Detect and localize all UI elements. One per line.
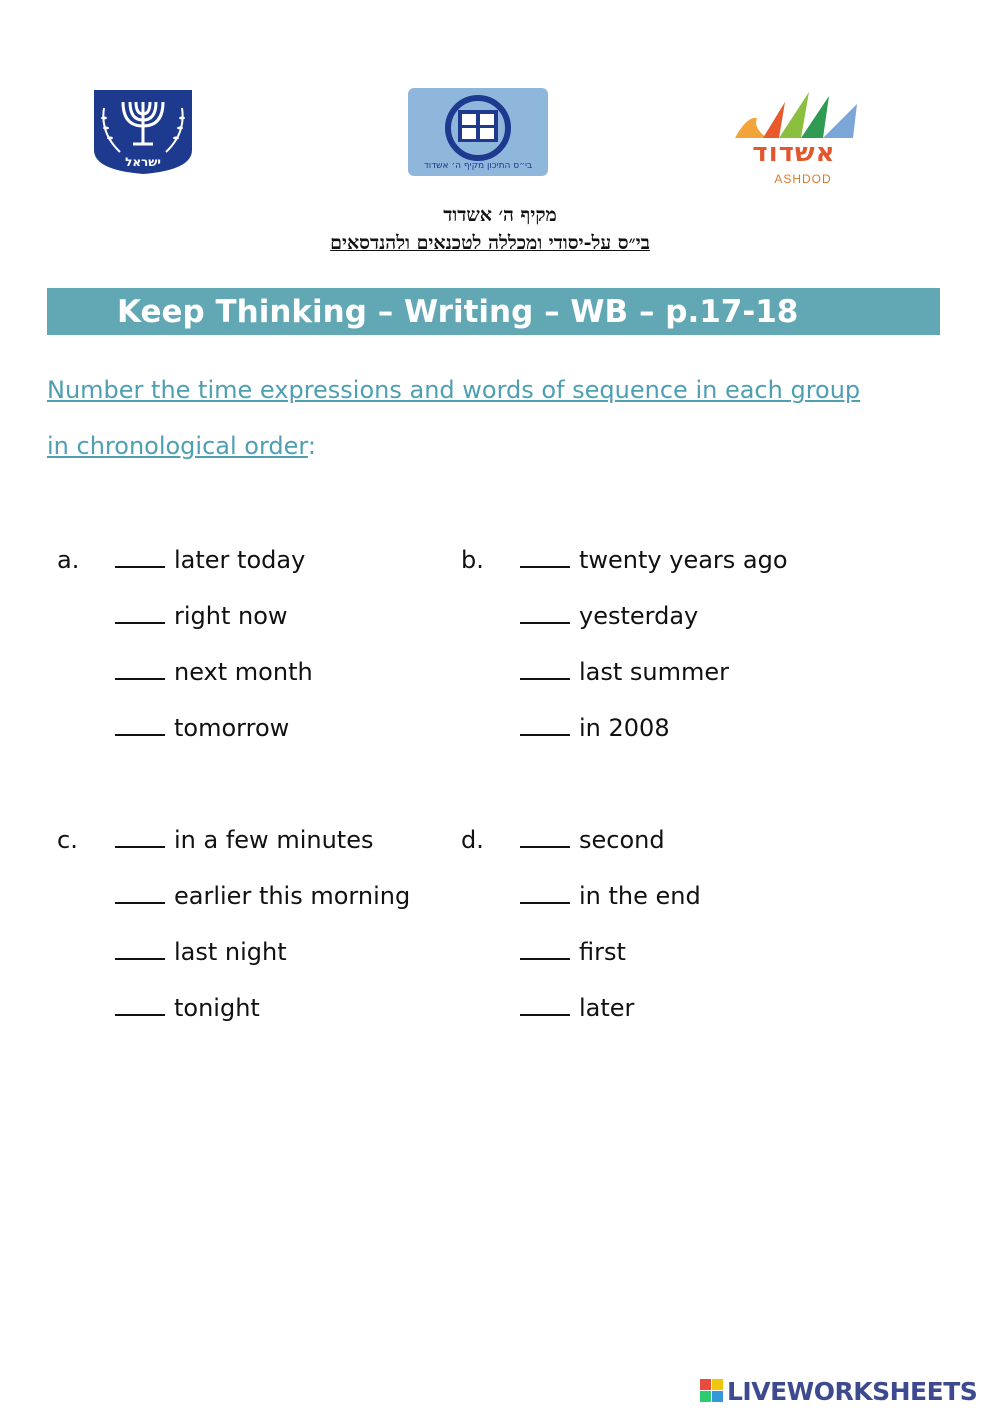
group-a-item-4: tomorrow [115, 714, 289, 742]
group-d-item-1: second [520, 826, 665, 854]
liveworksheets-logo-icon [700, 1379, 724, 1403]
answer-blank[interactable] [520, 994, 570, 1016]
answer-blank[interactable] [520, 658, 570, 680]
answer-blank[interactable] [115, 714, 165, 736]
group-c-letter: c. [57, 826, 78, 854]
answer-blank[interactable] [115, 994, 165, 1016]
instruction-text-2: in chronological order [47, 432, 308, 460]
group-a-letter: a. [57, 546, 80, 574]
group-d-item-3: first [520, 938, 626, 966]
ashdod-city-logo [727, 88, 861, 188]
liveworksheets-brand [700, 1376, 977, 1406]
instruction-text-1: Number the time expressions and words of sequence in each group [47, 376, 861, 404]
group-b-letter: b. [461, 546, 484, 574]
group-c-item-3: last night [115, 938, 287, 966]
title-banner [47, 288, 940, 335]
answer-blank[interactable] [520, 546, 570, 568]
city-logo-english: ASHDOD [774, 172, 832, 186]
brand-text: LIVEWORKSHEETS [727, 1376, 978, 1406]
group-c-item-1: in a few minutes [115, 826, 373, 854]
answer-blank[interactable] [115, 938, 165, 960]
school-name: מקיף ה׳ אשדוד [443, 204, 557, 226]
instruction-line-1 [47, 376, 860, 404]
israel-emblem-logo [90, 88, 196, 176]
answer-blank[interactable] [520, 826, 570, 848]
answer-blank[interactable] [115, 882, 165, 904]
group-c-item-2: earlier this morning [115, 882, 410, 910]
school-logo [408, 88, 548, 176]
school-logo-label: בי״ס התיכון מקיף ה׳ אשדוד [423, 161, 533, 171]
answer-blank[interactable] [520, 938, 570, 960]
instruction-line-2 [47, 432, 316, 460]
group-a-item-1: later today [115, 546, 305, 574]
city-logo-hebrew: אשדוד [752, 138, 836, 168]
answer-blank[interactable] [520, 602, 570, 624]
group-d-item-4: later [520, 994, 634, 1022]
answer-blank[interactable] [115, 658, 165, 680]
group-a-item-2: right now [115, 602, 288, 630]
group-a-item-3: next month [115, 658, 313, 686]
school-subtitle: בי״ס על-יסודי ומכללה לטכנאים ולהנדסאים [330, 232, 650, 254]
group-b-item-3: last summer [520, 658, 729, 686]
page-title: Keep Thinking – Writing – WB – p.17-18 [117, 294, 799, 330]
group-d-letter: d. [461, 826, 484, 854]
group-b-item-2: yesterday [520, 602, 698, 630]
group-c-item-4: tonight [115, 994, 260, 1022]
answer-blank[interactable] [520, 882, 570, 904]
emblem-label: ישראל [125, 155, 161, 169]
answer-blank[interactable] [520, 714, 570, 736]
group-b-item-1: twenty years ago [520, 546, 788, 574]
answer-blank[interactable] [115, 546, 165, 568]
answer-blank[interactable] [115, 602, 165, 624]
group-d-item-2: in the end [520, 882, 701, 910]
instruction-colon: : [307, 432, 316, 460]
answer-blank[interactable] [115, 826, 165, 848]
group-b-item-4: in 2008 [520, 714, 670, 742]
